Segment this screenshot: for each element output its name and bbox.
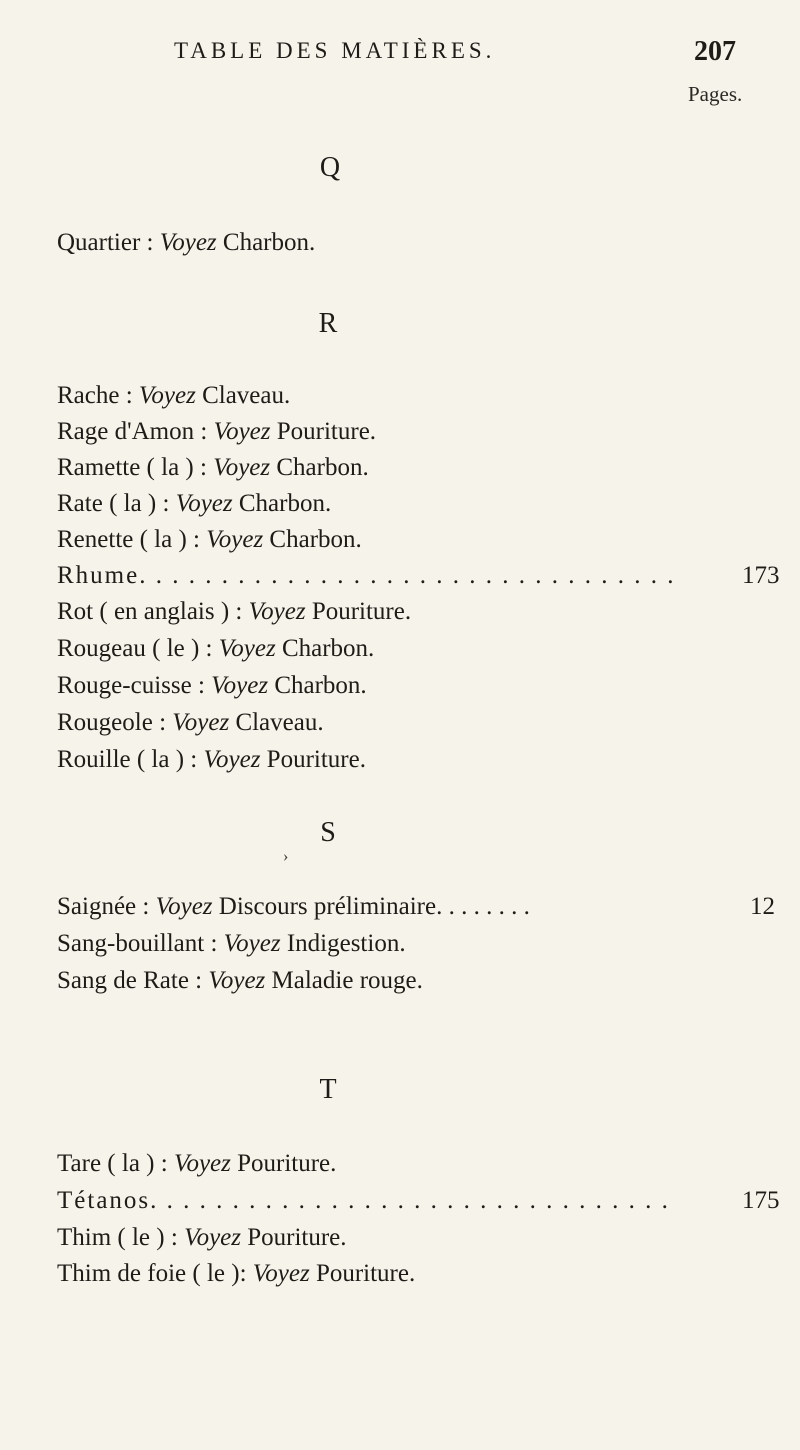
entry-term: Quartier : (57, 229, 160, 256)
entry-term: Ramette ( la ) : (57, 454, 214, 481)
entry-term: Rache : (57, 382, 139, 409)
index-entry (57, 1183, 780, 1219)
entry-term: Rouge-cuisse : (57, 672, 212, 699)
index-entry (57, 705, 757, 741)
entry-voyez: Voyez (172, 709, 230, 736)
index-entry (57, 450, 757, 486)
entry-reference: Pouriture. (260, 746, 366, 773)
entry-reference: Charbon. (263, 526, 362, 553)
index-entry (57, 522, 757, 558)
index-entry (57, 1220, 757, 1256)
index-entry (57, 414, 757, 450)
entry-reference: Discours préliminaire. . . . . . . . (212, 893, 530, 920)
index-entry (57, 926, 757, 962)
index-entry (57, 668, 757, 704)
section-letter-q: Q (319, 152, 341, 183)
entry-reference: Charbon. (270, 454, 369, 481)
entry-term: Renette ( la ) : (57, 526, 207, 553)
entry-voyez: Voyez (218, 635, 276, 662)
entry-page-number: 175 (742, 1187, 780, 1214)
pages-column-label: Pages. (688, 82, 743, 106)
entry-reference: Claveau. (195, 382, 291, 409)
index-entry (57, 594, 757, 630)
entry-voyez: Voyez (206, 526, 264, 553)
entry-term: Rot ( en anglais ) : (57, 598, 249, 625)
entry-reference: Maladie rouge. (265, 967, 423, 994)
entry-term: Thim ( le ) : (57, 1224, 185, 1251)
entry-term: Rate ( la ) : (57, 490, 176, 517)
entry-voyez: Voyez (208, 967, 266, 994)
entry-reference: Charbon. (275, 635, 375, 662)
page-header (0, 38, 800, 78)
page-number: 207 (694, 36, 736, 67)
entry-voyez: Voyez (203, 746, 261, 773)
ink-speck-mark: › (283, 848, 289, 865)
index-entry (57, 889, 775, 925)
entry-term: Rage d'Amon : (57, 418, 214, 445)
running-title: TABLE DES MATIÈRES. (174, 38, 496, 63)
entry-reference: Charbon. (216, 229, 316, 256)
entry-voyez: Voyez (159, 229, 217, 256)
index-entry (57, 486, 757, 522)
index-entry (57, 742, 757, 778)
entry-voyez: Voyez (252, 1260, 310, 1287)
entry-reference: Pouriture. (305, 598, 412, 625)
entry-voyez: Voyez (184, 1224, 241, 1251)
section-letter-t: T (319, 1074, 337, 1105)
entry-voyez: Voyez (155, 893, 213, 920)
index-entry (57, 1256, 757, 1292)
entry-voyez: Voyez (213, 454, 271, 481)
index-entry (57, 1146, 757, 1182)
index-entry (57, 558, 780, 594)
index-entry (57, 225, 757, 261)
entry-page-number: 173 (742, 562, 780, 589)
entry-reference: Charbon. (268, 672, 367, 699)
section-letter-r: R (318, 308, 338, 339)
entry-reference: Pouriture. (230, 1150, 337, 1177)
entry-term: Tétanos. . . . . . . . . . . . . . . . . . . . . . . . . . . . . . . . (57, 1187, 670, 1214)
entry-term: Sang de Rate : (57, 967, 209, 994)
entry-reference: Pouriture. (270, 418, 377, 445)
entry-voyez: Voyez (175, 490, 233, 517)
entry-term: Rhume. . . . . . . . . . . . . . . . . . . . . . . . . . . . . . . . . (57, 562, 676, 589)
entry-term: Saignée : (57, 893, 156, 920)
entry-term: Rouille ( la ) : (57, 746, 204, 773)
entry-term: Rougeau ( le ) : (57, 635, 219, 662)
entry-page-number: 12 (750, 893, 775, 920)
entry-term: Thim de foie ( le ): (57, 1260, 253, 1287)
entry-voyez: Voyez (211, 672, 269, 699)
entry-voyez: Voyez (248, 598, 306, 625)
entry-term: Rougeole : (57, 709, 173, 736)
entry-term: Sang-bouillant : (57, 930, 224, 957)
index-entry (57, 631, 757, 667)
entry-reference: Pouriture. (309, 1260, 416, 1287)
entry-voyez: Voyez (213, 418, 271, 445)
entry-term: Tare ( la ) : (57, 1150, 174, 1177)
index-entry (57, 378, 757, 414)
section-letter-s: S (320, 817, 336, 848)
entry-voyez: Voyez (138, 382, 196, 409)
entry-voyez: Voyez (223, 930, 281, 957)
entry-reference: Claveau. (229, 709, 324, 736)
entry-reference: Pouriture. (240, 1224, 347, 1251)
entry-reference: Indigestion. (280, 930, 406, 957)
index-entry (57, 963, 757, 999)
entry-voyez: Voyez (173, 1150, 231, 1177)
entry-reference: Charbon. (232, 490, 332, 517)
